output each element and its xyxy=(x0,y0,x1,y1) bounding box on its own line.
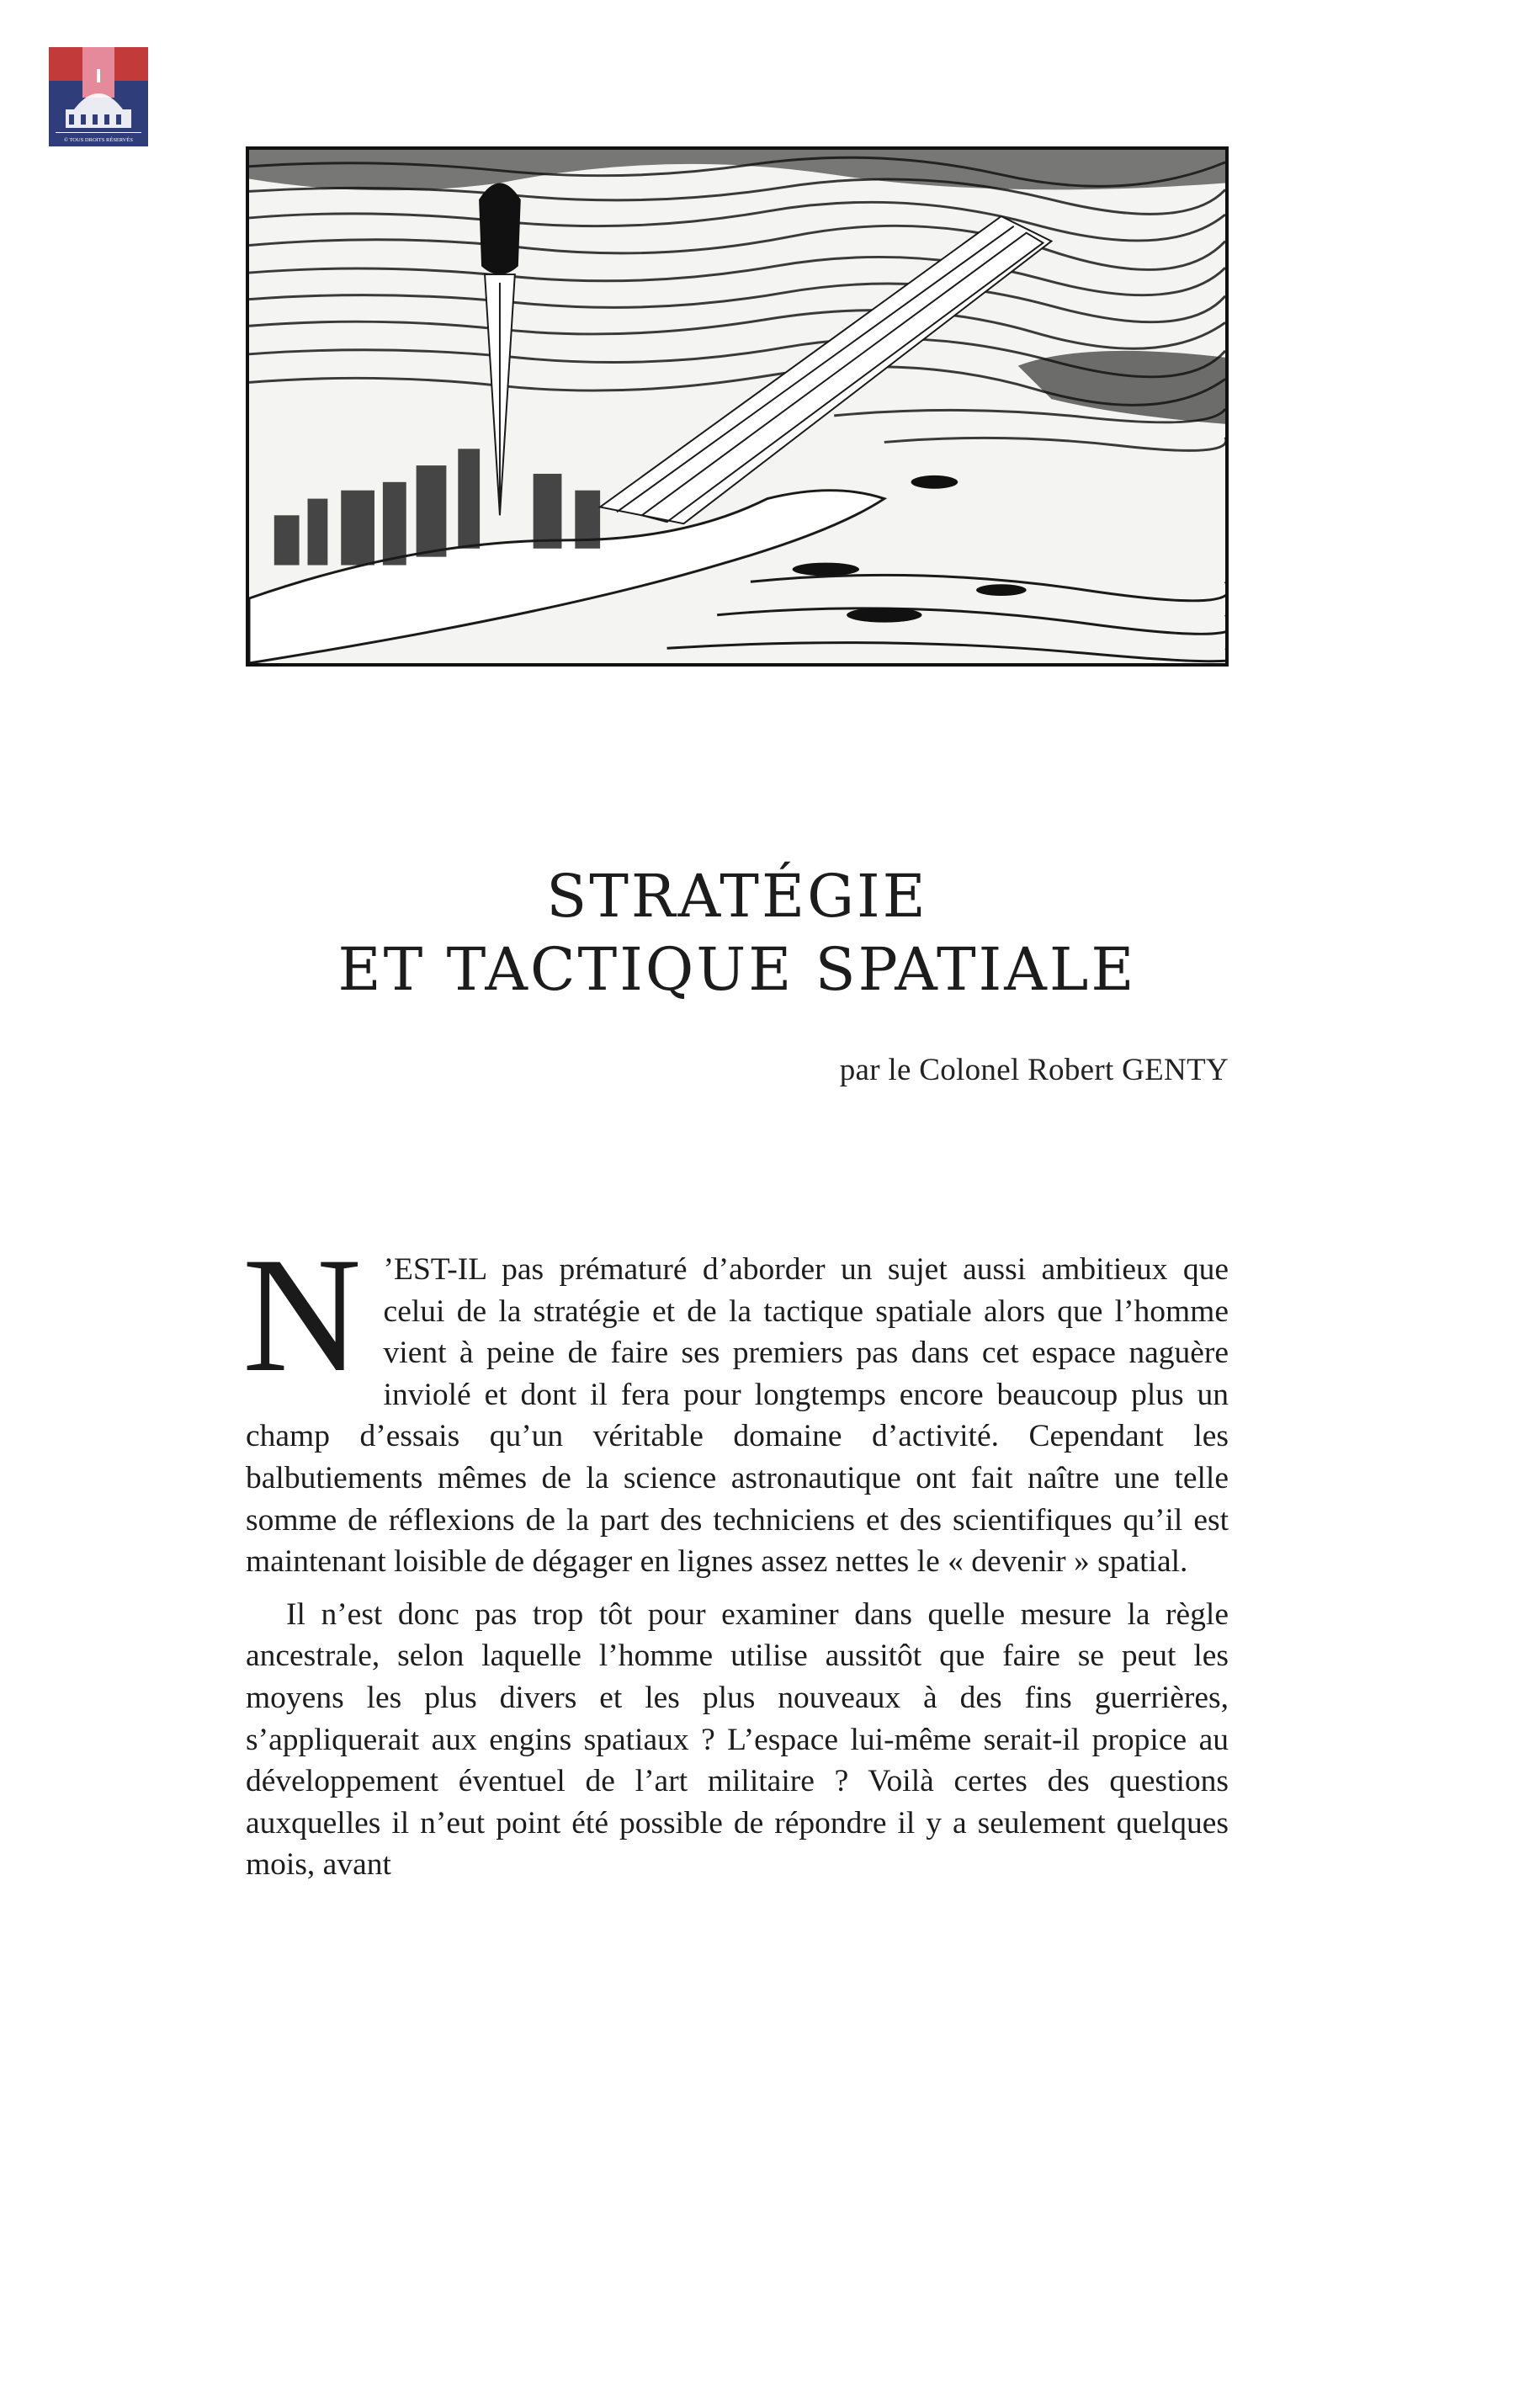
article-title-line-1: STRATÉGIE xyxy=(546,862,928,931)
drop-cap: N xyxy=(242,1224,362,1406)
church-dome-icon xyxy=(49,47,148,146)
paragraph-2: Il n’est donc pas trop tôt pour examiner dans quelle mesure la règle ancestrale, selon laquelle l’homme utilise aussitôt que faire se peut les moyens les plus divers et les plus nouveaux à des fins guerrières, s’appliquerait aux engins spatiaux ? L’espace lui-même serait-il propice au développement éventuel de l’art militaire ? Voilà certes des questions auxquelles il n’eut point été possible de répondre il y a seulement quelques mois, avant xyxy=(246,1596,1229,1883)
paragraph-1-text: ’EST-IL pas prématuré d’aborder un sujet aussi ambitieux que celui de la stratégie et de la tactique spatiale alors que l’homme vient à peine de faire ses premiers pas dans cet espace naguère inviolé et dont il fera pour longtemps encore beaucoup plus un champ d’essais qu’un véritable domaine d’activité. Cependant les balbutiements mêmes de la science astronautique ont fait naître une telle somme de réflexions de la part des techniciens et des scientifiques qu’il est maintenant loisible de dégager en lignes assez nettes le « devenir » spatial. xyxy=(246,1252,1229,1580)
logo-caption: © TOUS DROITS RÉSERVÉS xyxy=(63,137,134,143)
article-title-line-2: ET TACTIQUE SPATIALE xyxy=(337,935,1137,1004)
article-body xyxy=(242,1224,1229,1886)
publisher-logo xyxy=(49,47,148,146)
engraving-spacecraft-over-city-icon xyxy=(249,150,1225,663)
paragraph-1 xyxy=(242,1224,1229,1583)
engraving-illustration xyxy=(246,146,1229,667)
article-author: par le Colonel Robert GENTY xyxy=(839,1053,1229,1087)
